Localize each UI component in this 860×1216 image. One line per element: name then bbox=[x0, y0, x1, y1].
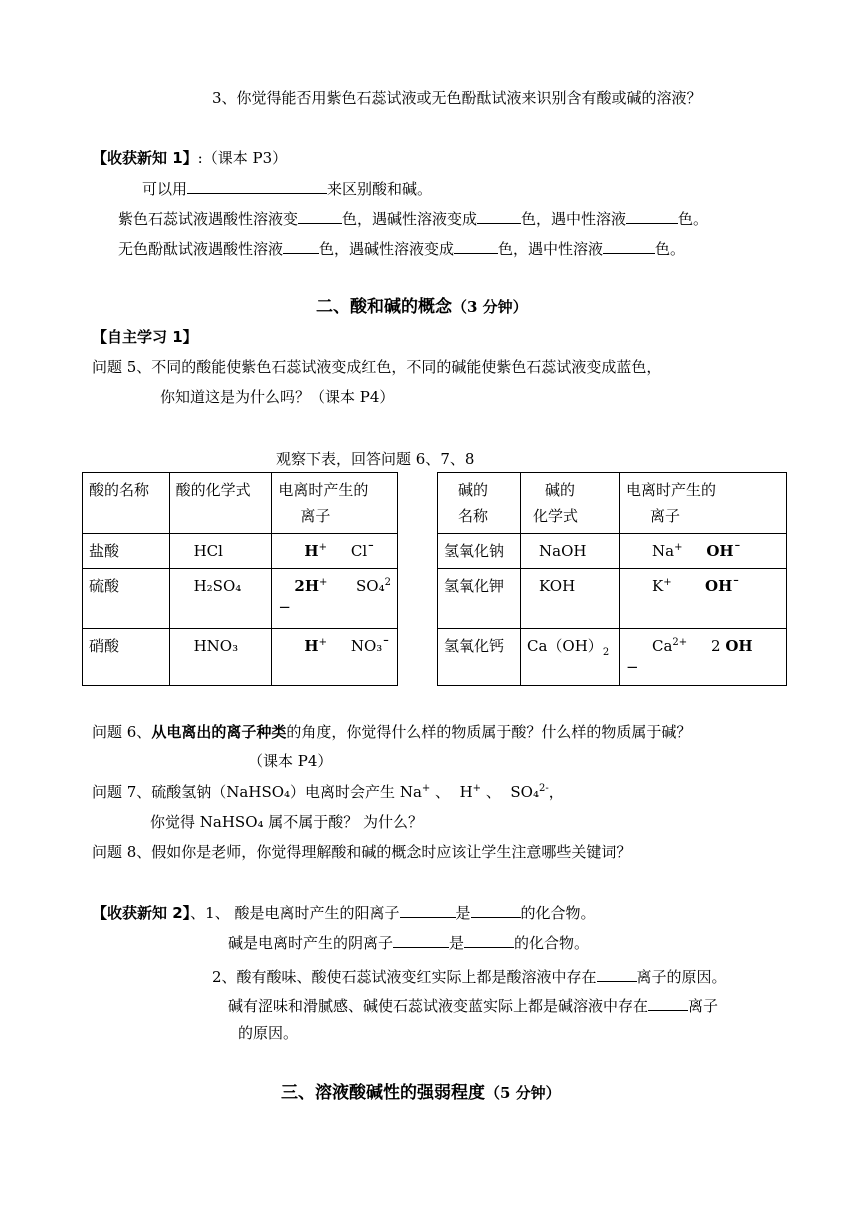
section-3-time: （5 分钟） bbox=[485, 1084, 561, 1102]
text-segment: 问题 7、硫酸氢钠（NaHSO₄）电离时会产生 Na bbox=[92, 783, 422, 801]
question-5-line-1: 问题 5、不同的酸能使紫色石蕊试液变成红色，不同的碱能使紫色石蕊试液变成蓝色， bbox=[92, 358, 662, 376]
table-row bbox=[83, 569, 398, 629]
fill-blank[interactable] bbox=[393, 932, 449, 948]
header-base-name bbox=[438, 473, 521, 534]
acid-name-cell: 盐酸 bbox=[83, 534, 170, 569]
ion-charge: + bbox=[421, 783, 431, 794]
ion-charge: 2 bbox=[384, 577, 391, 588]
question-7-line-1 bbox=[92, 782, 564, 802]
gain-2-line-4 bbox=[228, 995, 718, 1016]
table-header-row bbox=[83, 473, 398, 534]
fill-blank[interactable] bbox=[597, 966, 637, 982]
ion-text: H bbox=[304, 637, 319, 655]
ion-text: K bbox=[652, 577, 664, 595]
gain-1-source: :（课本 P3） bbox=[197, 149, 288, 167]
header-line: 名称 bbox=[458, 507, 489, 525]
fill-blank[interactable] bbox=[648, 995, 688, 1011]
text-segment: 的化合物。 bbox=[520, 904, 596, 922]
ion-text: H bbox=[304, 542, 319, 560]
gain-2-title: 【收获新知 2】 bbox=[92, 904, 191, 922]
text-segment: 2、酸有酸味、酸使石蕊试液变红实际上都是酸溶液中存在 bbox=[212, 968, 597, 986]
header-line: 电离时产生的 bbox=[278, 481, 369, 499]
table-row bbox=[438, 534, 787, 569]
formula-subscript: 2 bbox=[602, 647, 610, 658]
fill-blank[interactable] bbox=[454, 238, 498, 254]
question-3: 3、你觉得能否用紫色石蕊试液或无色酚酞试液来识别含有酸或碱的溶液？ bbox=[212, 89, 702, 107]
text-segment: 色，遇中性溶液 bbox=[498, 240, 604, 258]
section-2-title: 二、酸和碱的概念 bbox=[316, 297, 452, 317]
ion-charge: − bbox=[278, 598, 291, 616]
gain-2-line-1 bbox=[92, 902, 596, 923]
table-row bbox=[83, 629, 398, 686]
fill-blank[interactable] bbox=[283, 238, 319, 254]
text-segment: 的角度，你觉得什么样的物质属于酸？什么样的物质属于碱？ bbox=[286, 723, 692, 741]
table-row bbox=[438, 569, 787, 629]
question-6-source: （课本 P4） bbox=[248, 752, 333, 770]
text-segment: 色。 bbox=[655, 240, 686, 258]
gain-2-line-5: 的原因。 bbox=[238, 1024, 299, 1042]
text-segment: 、 SO₄ bbox=[481, 783, 539, 801]
text-segment: 碱是电离时产生的阴离子 bbox=[228, 934, 394, 952]
ion-charge: ¯ bbox=[367, 542, 375, 560]
acid-ions-cell bbox=[272, 569, 398, 629]
text-segment: 是 bbox=[455, 904, 471, 922]
gain-1-line-3 bbox=[118, 238, 685, 259]
text-segment: 问题 6、 bbox=[92, 723, 152, 741]
table-header-row bbox=[438, 473, 787, 534]
question-7-line-2: 你觉得 NaHSO₄ 属不属于酸？ 为什么？ bbox=[150, 813, 424, 831]
ion-charge: + bbox=[674, 542, 683, 553]
self-study-1-heading: 【自主学习 1】 bbox=[92, 328, 198, 346]
text-segment: 是 bbox=[449, 934, 465, 952]
header-acid-formula: 酸的化学式 bbox=[169, 473, 272, 534]
acid-name-cell: 硝酸 bbox=[83, 629, 170, 686]
ion-charge: 2- bbox=[538, 783, 549, 794]
text-segment: 离子的原因。 bbox=[636, 968, 727, 986]
gain-1-title: 【收获新知 1】 bbox=[92, 149, 198, 167]
ion-charge: + bbox=[318, 637, 327, 648]
header-acid-name: 酸的名称 bbox=[83, 473, 170, 534]
ion-charge: ¯ bbox=[382, 637, 390, 655]
text-segment: 来区别酸和碱。 bbox=[327, 180, 433, 198]
text-segment: 、 H bbox=[430, 783, 473, 801]
emphasis-text: 从电离出的离子种类 bbox=[151, 723, 287, 741]
acid-formula-cell: HNO₃ bbox=[169, 629, 272, 686]
fill-blank[interactable] bbox=[464, 932, 514, 948]
text-segment: ， bbox=[548, 783, 564, 801]
text-segment: 色，遇碱性溶液变成 bbox=[342, 210, 478, 228]
ion-text: Cl bbox=[350, 542, 368, 560]
gain-knowledge-1-heading bbox=[92, 148, 287, 168]
text-segment: 、1、 酸是电离时产生的阳离子 bbox=[190, 904, 400, 922]
base-name-cell: 氢氧化钾 bbox=[438, 569, 521, 629]
ion-text: Na bbox=[652, 542, 675, 560]
fill-blank[interactable] bbox=[477, 208, 521, 224]
fill-blank[interactable] bbox=[400, 902, 456, 918]
header-line: 离子 bbox=[300, 507, 331, 525]
acid-table bbox=[82, 472, 398, 686]
base-name-cell: 氢氧化钠 bbox=[438, 534, 521, 569]
fill-blank[interactable] bbox=[626, 208, 678, 224]
header-acid-ions bbox=[272, 473, 398, 534]
header-line: 化学式 bbox=[533, 507, 579, 525]
header-line: 碱的 bbox=[458, 481, 489, 499]
ion-text: OH bbox=[705, 577, 733, 595]
base-table bbox=[437, 472, 787, 686]
fill-blank[interactable] bbox=[187, 178, 327, 194]
text-segment: 色，遇中性溶液 bbox=[521, 210, 627, 228]
header-line: 碱的 bbox=[545, 481, 576, 499]
acid-ions-cell bbox=[272, 629, 398, 686]
acid-formula-cell: H₂SO₄ bbox=[169, 569, 272, 629]
gain-1-line-2 bbox=[118, 208, 708, 229]
ion-charge: 2+ bbox=[672, 637, 688, 648]
ion-charge: ¯ bbox=[733, 542, 742, 560]
base-ions-cell bbox=[620, 629, 787, 686]
base-ions-cell bbox=[620, 534, 787, 569]
header-line: 电离时产生的 bbox=[626, 481, 717, 499]
table-row bbox=[83, 534, 398, 569]
text-segment: 紫色石蕊试液遇酸性溶液变 bbox=[118, 210, 299, 228]
gain-2-line-2 bbox=[228, 932, 589, 953]
ion-text: OH bbox=[725, 637, 753, 655]
ion-text: Ca bbox=[652, 637, 673, 655]
base-ions-cell bbox=[620, 569, 787, 629]
question-6 bbox=[92, 722, 691, 742]
base-formula-cell: NaOH bbox=[521, 534, 620, 569]
fill-blank[interactable] bbox=[471, 902, 521, 918]
section-2-heading bbox=[316, 297, 528, 317]
acid-formula-cell: HCl bbox=[169, 534, 272, 569]
ion-text: SO₄ bbox=[356, 577, 385, 595]
text-segment: 碱有涩味和滑腻感、碱使石蕊试液变蓝实际上都是碱溶液中存在 bbox=[228, 997, 649, 1015]
base-formula-cell bbox=[521, 629, 620, 686]
ion-text: 2 bbox=[711, 637, 726, 655]
section-2-time: （3 分钟） bbox=[452, 298, 528, 316]
gain-1-line-1 bbox=[142, 178, 432, 199]
question-5-line-2: 你知道这是为什么吗？（课本 P4） bbox=[160, 388, 395, 406]
ion-charge: + bbox=[663, 577, 672, 588]
table-caption: 观察下表，回答问题 6、7、8 bbox=[276, 450, 475, 468]
text-segment: 色。 bbox=[678, 210, 709, 228]
ion-text: NO₃ bbox=[350, 637, 383, 655]
header-line: 离子 bbox=[650, 507, 681, 525]
text-segment: 可以用 bbox=[142, 180, 188, 198]
ion-charge: ¯ bbox=[732, 577, 740, 595]
ion-text: OH bbox=[706, 542, 734, 560]
gain-2-line-3 bbox=[212, 966, 727, 987]
text-segment: 离子 bbox=[688, 997, 719, 1015]
table-row bbox=[438, 629, 787, 686]
fill-blank[interactable] bbox=[298, 208, 342, 224]
section-3-heading bbox=[281, 1083, 561, 1103]
acid-name-cell: 硫酸 bbox=[83, 569, 170, 629]
acid-ions-cell bbox=[272, 534, 398, 569]
ion-charge: + bbox=[318, 542, 327, 553]
formula-text: Ca（OH） bbox=[527, 637, 603, 655]
header-base-ions bbox=[620, 473, 787, 534]
ion-charge: + bbox=[319, 577, 328, 588]
base-name-cell: 氢氧化钙 bbox=[438, 629, 521, 686]
base-formula-cell: KOH bbox=[521, 569, 620, 629]
text-segment: 的化合物。 bbox=[514, 934, 590, 952]
fill-blank[interactable] bbox=[603, 238, 655, 254]
ion-charge: − bbox=[626, 658, 639, 676]
header-base-formula bbox=[521, 473, 620, 534]
text-segment: 色，遇碱性溶液变成 bbox=[319, 240, 455, 258]
text-segment: 无色酚酞试液遇酸性溶液 bbox=[118, 240, 284, 258]
ion-charge: + bbox=[472, 783, 482, 794]
ion-text: 2H bbox=[294, 577, 320, 595]
question-8: 问题 8、假如你是老师，你觉得理解酸和碱的概念时应该让学生注意哪些关键词？ bbox=[92, 843, 632, 861]
section-3-title: 三、溶液酸碱性的强弱程度 bbox=[281, 1083, 485, 1103]
